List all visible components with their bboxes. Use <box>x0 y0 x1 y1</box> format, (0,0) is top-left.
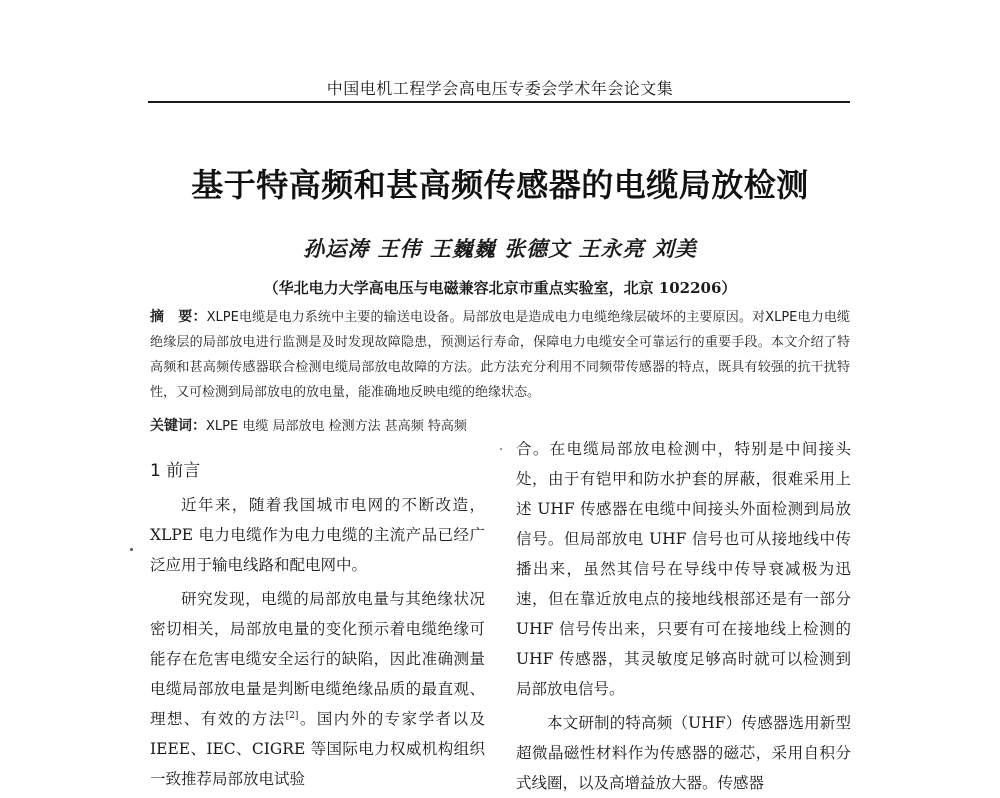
header-rule <box>148 101 850 103</box>
left-column <box>150 490 485 794</box>
running-header: 中国电机工程学会高电压专委会学术年会论文集 <box>326 79 674 98</box>
right-paragraph-2: 本文研制的特高频（UHF）传感器选用新型超微晶磁性材料作为传感器的磁芯，采用自积分式线圈，以及高增益放大器。传感器 <box>516 714 851 792</box>
paper-title: 基于特高频和甚高频传感器的电缆局放检测 <box>191 166 809 204</box>
right-paragraph-1: 合。在电缆局部放电检测中，特别是中间接头处，由于有铠甲和防水护套的屏蔽，很难采用上述 UHF 传感器在电缆中间接头外面检测到局放信号。但局部放电 UHF 信号也可从接地线中传播出来，虽然其信号在导线中传导衰减极为迅速，但在靠近放电点的接地线根部还是有一部分 UHF 信号传出来，只要有可在接地线上检测的 UHF 传感器，其灵敏度足够高时就可以检测到局部放电信号。 <box>516 440 851 698</box>
section-heading-introduction: 1 前言 <box>150 461 201 481</box>
intro-paragraph-2-tail: 。国内外的专家学者以及 IEEE、IEC、CIGRE 等国际电力权威机构组织一致推荐局部放电试验 <box>150 710 485 788</box>
abstract-text: XLPE电缆是电力系统中主要的输送电设备。局部放电是造成电力电缆绝缘层破坏的主要原因。对XLPE电力电缆绝缘层的局部放电进行监测是及时发现故障隐患，预测运行寿命，保障电力电缆安全可靠运行的重要手段。本文介绍了特高频和甚高频传感器联合检测电缆局部放电故障的方法。此方法充分利用不同频带传感器的特点，既具有较强的抗干扰特性，又可检测到局部放电的放电量，能准确地反映电缆的绝缘状态。 <box>150 310 851 400</box>
intro-paragraph-1: 近年来，随着我国城市电网的不断改造，XLPE 电力电缆作为电力电缆的主流产品已经广泛应用于输电线路和配电网中。 <box>150 496 485 574</box>
keywords-text: XLPE 电缆 局部放电 检测方法 甚高频 特高频 <box>206 419 467 434</box>
scan-speck <box>130 548 133 551</box>
right-column <box>516 434 851 798</box>
intro-paragraph-2-main: 研究发现，电缆的局部放电量与其绝缘状况密切相关，局部放电量的变化预示着电缆绝缘可能存在危害电缆安全运行的缺陷，因此准确测量电缆局部放电量是判断电缆绝缘品质的最直观、理想、有效的方法 <box>150 590 485 728</box>
affiliation: （华北电力大学高电压与电磁兼容北京市重点实验室，北京 102206） <box>263 279 737 297</box>
keywords-label: 关键词： <box>150 418 206 434</box>
author-list: 孙运涛 王伟 王巍巍 张德文 王永亮 刘美 <box>303 236 697 261</box>
scan-speck <box>500 448 502 450</box>
intro-paragraph-2 <box>150 584 485 794</box>
keywords <box>150 415 850 435</box>
citation-ref: [2] <box>285 710 299 721</box>
abstract-label: 摘 要： <box>150 309 207 325</box>
abstract <box>150 305 850 405</box>
